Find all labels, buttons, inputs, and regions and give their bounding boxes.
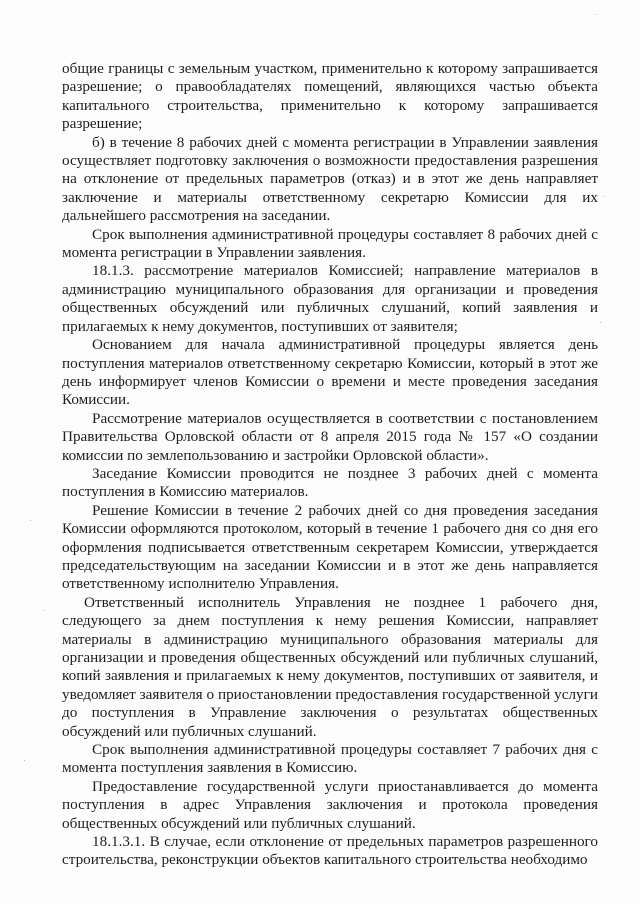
paragraph: Решение Комиссии в течение 2 рабочих дней со дня проведения заседания Комиссии оформляются протоколом, который в течение 1 рабочего дня со дня его оформления подписывается ответственным секретарем Комиссии, утверждается председательствующим на заседании Комиссии и в этот же день направляется ответственному исполнителю Управления.	[62, 501, 598, 593]
paragraph: б) в течение 8 рабочих дней с момента регистрации в Управлении заявления осуществляет подготовку заключения о возможности предоставления разрешения на отклонение от предельных параметров (отказ) и в этот же день направляет заключение и материалы ответственному секретарю Комиссии для их дальнейшего рассмотрения на заседании.	[62, 133, 598, 225]
scan-speck	[30, 520, 31, 521]
paragraph: 18.1.3.1. В случае, если отклонение от предельных параметров разрешенного строительства, реконструкции объектов капитального строительства необходимо	[62, 833, 598, 869]
scan-speck	[604, 196, 605, 197]
scan-speck	[600, 322, 601, 323]
scan-speck	[44, 610, 45, 611]
paragraph: Основанием для начала административной процедуры является день поступления материалов ответственному секретарю Комиссии, который в этот же день информирует членов Комиссии о времени и месте проведения заседания Комиссии.	[62, 336, 598, 409]
paragraph: 18.1.3. рассмотрение материалов Комиссией; направление материалов в администрацию муниципального образования для организации и проведения общественных обсуждений или публичных слушаний, копий заявления и прилагаемых к нему документов, поступивших от заявителя;	[62, 262, 598, 335]
document-body	[62, 60, 598, 870]
paragraph: Срок выполнения административной процедуры составляет 7 рабочих дня с момента поступления заявления в Комиссию.	[62, 741, 598, 777]
paragraph: общие границы с земельным участком, применительно к которому запрашивается разрешение; о правообладателях помещений, являющихся частью объекта капитального строительства, применительно к которому запрашивается разрешение;	[62, 60, 598, 133]
paragraph: Срок выполнения административной процедуры составляет 8 рабочих дней с момента регистрации в Управлении заявления.	[62, 225, 598, 262]
paragraph: Ответственный исполнитель Управления не позднее 1 рабочего дня, следующего за днем поступления к нему решения Комиссии, направляет материалы в администрацию муниципального образования материалы для организации и проведения общественных обсуждений или публичных слушаний, копий заявления и прилагаемых к нему документов, поступивших от заявителя, и уведомляет заявителя о приостановлении предоставления государственной услуги до поступления в Управление заключения о результатах общественных обсуждений или публичных слушаний.	[62, 593, 598, 740]
paragraph: Предоставление государственной услуги приостанавливается до момента поступления в адрес Управления заключения и протокола проведения общественных обсуждений или публичных слушаний.	[62, 777, 598, 832]
scan-speck	[596, 14, 597, 15]
paragraph: Рассмотрение материалов осуществляется в соответствии с постановлением Правительства Орловской области от 8 апреля 2015 года № 157 «О создании комиссии по землепользованию и застройки Орловской области».	[62, 409, 598, 464]
scan-speck	[24, 760, 25, 761]
paragraph: Заседание Комиссии проводится не позднее 3 рабочих дней с момента поступления в Комиссию материалов.	[62, 464, 598, 501]
